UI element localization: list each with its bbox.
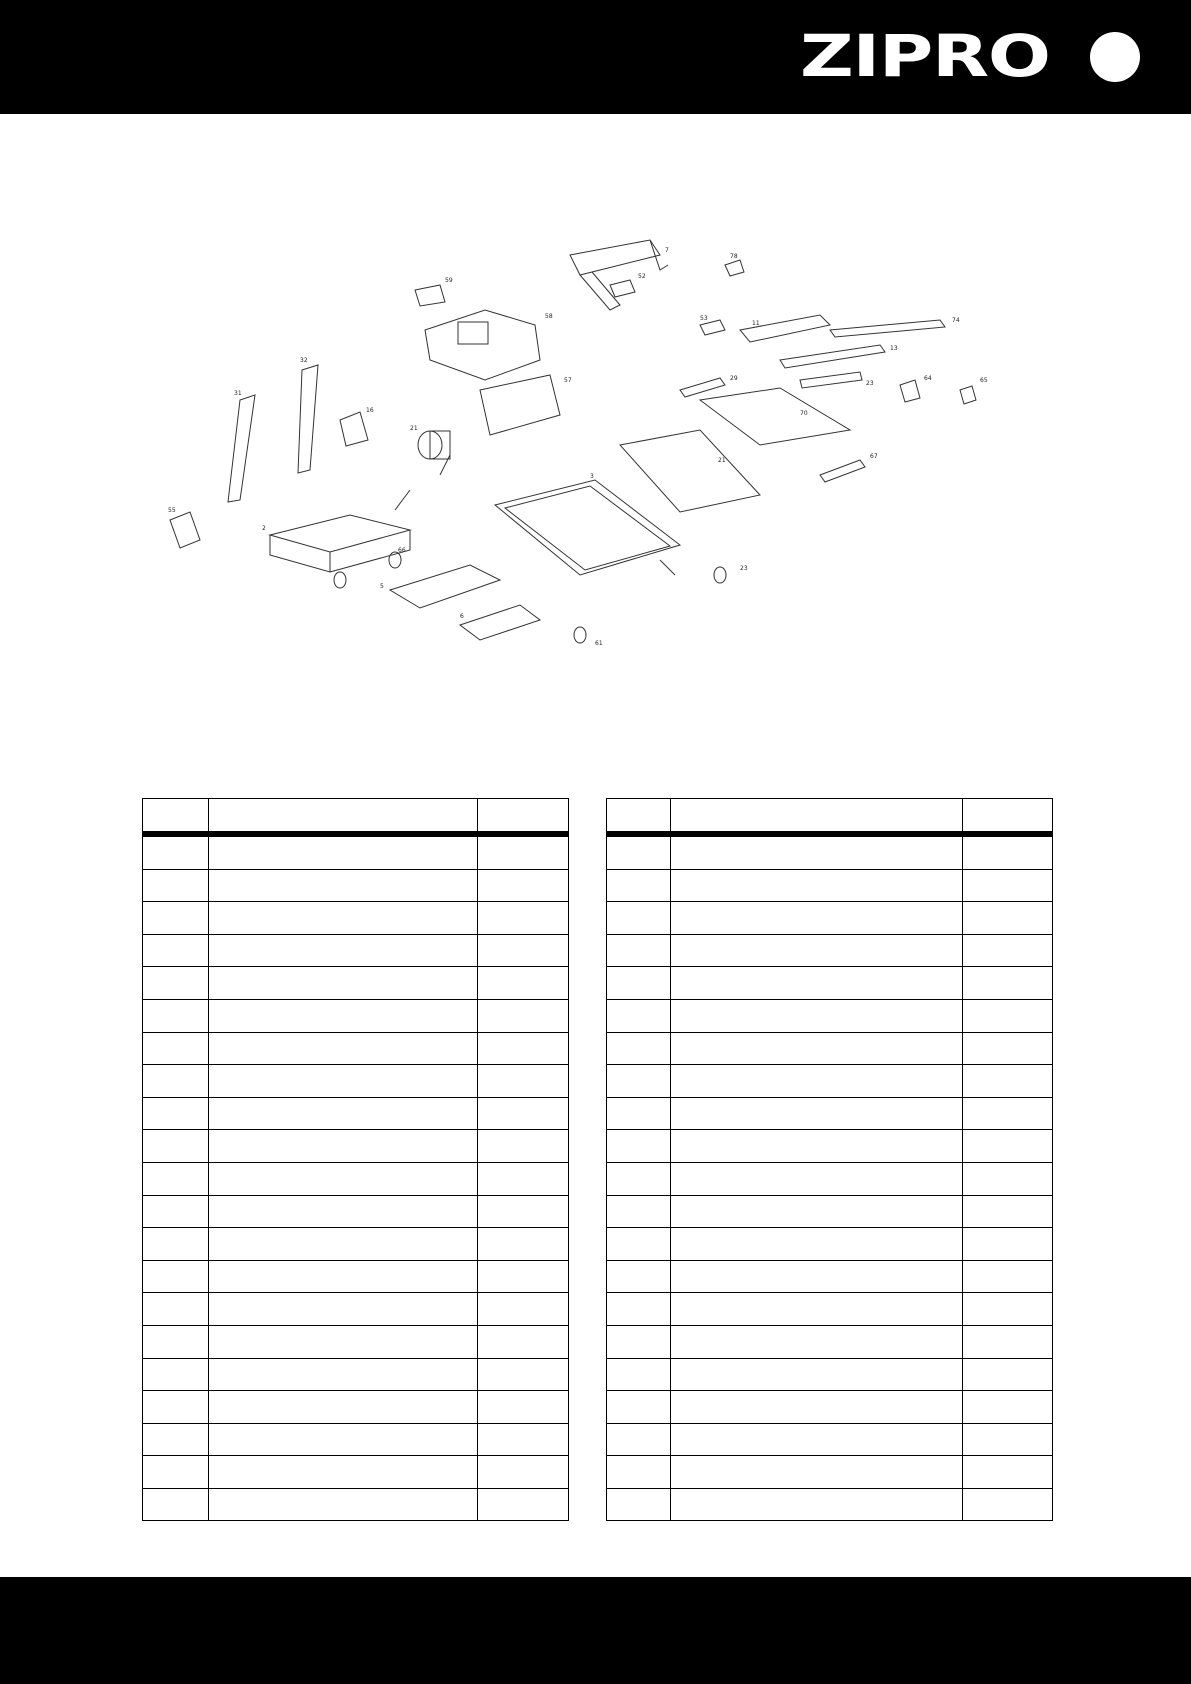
callout-label: 21 xyxy=(410,425,418,432)
table-header-row xyxy=(143,799,569,835)
table-row xyxy=(143,1325,569,1358)
header-bar xyxy=(0,0,1191,114)
table-row xyxy=(143,1456,569,1489)
table-row xyxy=(607,1032,1053,1065)
callout-label: 5 xyxy=(380,583,384,590)
table-row xyxy=(607,1065,1053,1098)
callout-label: 65 xyxy=(980,377,988,384)
callout-label: 66 xyxy=(398,547,406,554)
callout-label: 57 xyxy=(564,377,572,384)
callout-label: 13 xyxy=(890,345,898,352)
table-row xyxy=(143,1195,569,1228)
exploded-view-drawing xyxy=(140,230,1060,710)
parts-table-left xyxy=(142,798,569,1521)
table-row xyxy=(143,902,569,935)
callout-label: 7 xyxy=(665,247,669,254)
table-row xyxy=(607,1391,1053,1424)
exploded-parts-diagram xyxy=(140,230,1060,710)
callout-label: 16 xyxy=(366,407,374,414)
table-row xyxy=(143,1391,569,1424)
table-row xyxy=(607,1162,1053,1195)
table-row xyxy=(143,1423,569,1456)
table-row xyxy=(607,1325,1053,1358)
callout-label: 70 xyxy=(800,410,808,417)
callout-label: 52 xyxy=(638,273,646,280)
table-row xyxy=(607,934,1053,967)
table-row xyxy=(607,1130,1053,1163)
table-row xyxy=(607,1097,1053,1130)
callout-label: 61 xyxy=(595,640,603,647)
table-header-row xyxy=(607,799,1053,835)
table-row xyxy=(143,1293,569,1326)
callout-label: 29 xyxy=(730,375,738,382)
table-row xyxy=(143,1260,569,1293)
callout-label: 23 xyxy=(740,565,748,572)
table-row xyxy=(143,1162,569,1195)
callout-label: 11 xyxy=(752,320,760,327)
table-row xyxy=(143,1228,569,1261)
parts-table-right xyxy=(606,798,1053,1521)
table-row xyxy=(143,999,569,1032)
table-row xyxy=(607,1195,1053,1228)
table-row xyxy=(143,834,569,869)
callout-label: 78 xyxy=(730,253,738,260)
callout-label: 55 xyxy=(168,507,176,514)
table-row xyxy=(143,1130,569,1163)
callout-label: 6 xyxy=(460,613,464,620)
table-row xyxy=(607,1228,1053,1261)
callout-label: 32 xyxy=(300,357,308,364)
callout-label: 58 xyxy=(545,313,553,320)
footer-bar xyxy=(0,1577,1191,1684)
table-row xyxy=(607,1456,1053,1489)
table-row xyxy=(607,1293,1053,1326)
callout-label: 64 xyxy=(924,375,932,382)
table-row xyxy=(607,999,1053,1032)
callout-label: 67 xyxy=(870,453,878,460)
callout-label: 2 xyxy=(262,525,266,532)
table-row xyxy=(607,1358,1053,1391)
callout-label: 21 xyxy=(718,457,726,464)
table-row xyxy=(143,1358,569,1391)
callout-label: 31 xyxy=(234,390,242,397)
table-row xyxy=(607,902,1053,935)
brand-dot-icon xyxy=(1090,32,1140,82)
callout-label: 53 xyxy=(700,315,708,322)
table-row xyxy=(143,869,569,902)
callout-label: 3 xyxy=(590,473,594,480)
table-row xyxy=(607,1423,1053,1456)
table-row xyxy=(607,1260,1053,1293)
callout-label: 74 xyxy=(952,317,960,324)
callout-labels xyxy=(168,247,988,647)
table-row xyxy=(143,1065,569,1098)
callout-label: 59 xyxy=(445,277,453,284)
table-row xyxy=(143,934,569,967)
table-row xyxy=(143,967,569,1000)
table-row xyxy=(607,869,1053,902)
table-row xyxy=(607,967,1053,1000)
brand-logo: ZIPRO xyxy=(800,22,1050,90)
table-row xyxy=(143,1488,569,1521)
table-row xyxy=(607,1488,1053,1521)
table-row xyxy=(143,1097,569,1130)
table-row xyxy=(607,834,1053,869)
table-row xyxy=(143,1032,569,1065)
callout-label: 23 xyxy=(866,380,874,387)
